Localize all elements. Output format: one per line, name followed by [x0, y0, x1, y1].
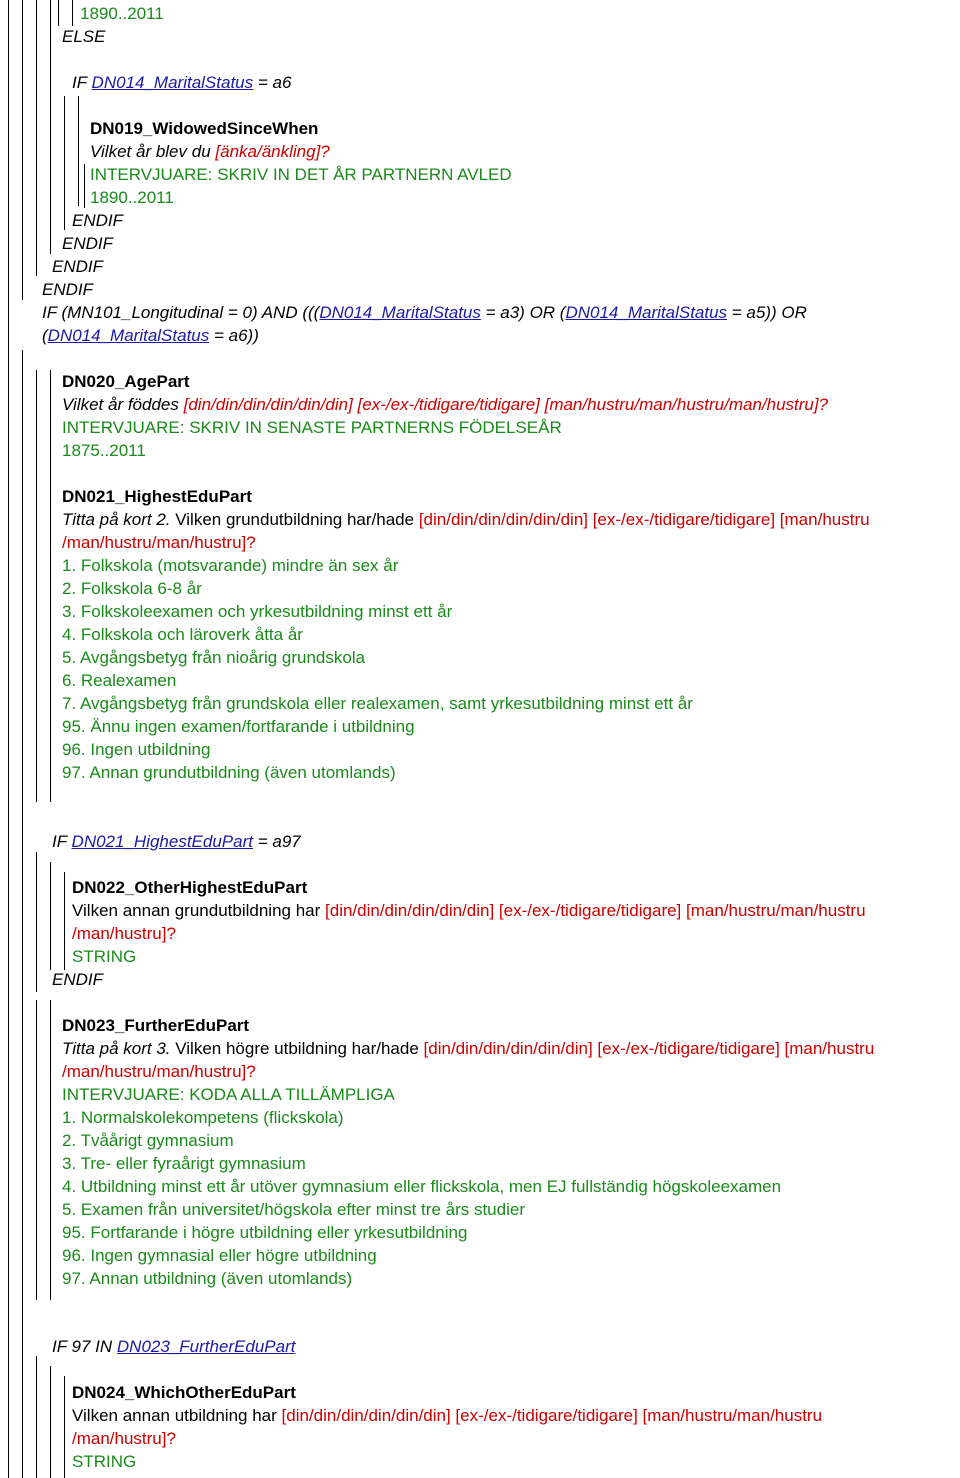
answer-option: 5. Avgångsbetyg från nioårig grundskola — [62, 648, 366, 667]
question-name: DN020_AgePart — [62, 372, 190, 391]
endif-keyword: ENDIF — [52, 257, 103, 276]
if-keyword: IF 97 IN — [52, 1337, 113, 1356]
indent-guide — [22, 350, 23, 1478]
endif-keyword: ENDIF — [42, 280, 93, 299]
indent-guide — [8, 0, 9, 1478]
indent-guide — [58, 0, 59, 26]
fill-text: [din/din/din/din/din/din] [ex-/ex-/tidigare/tidigare] [man/hustru/man/hustru — [325, 901, 866, 920]
if-keyword: IF — [72, 73, 87, 92]
answer-option: 2. Tvåårigt gymnasium — [62, 1131, 234, 1150]
answer-option: 3. Folkskoleexamen och yrkesutbildning minst ett år — [62, 602, 453, 621]
answer-option: 95. Ännu ingen examen/fortfarande i utbildning — [62, 717, 415, 736]
variable-link[interactable]: DN014_MaritalStatus — [47, 326, 210, 345]
indent-guide — [36, 0, 37, 276]
range-text: 1890..2011 — [90, 188, 174, 207]
question-text-plain: Vilken annan utbildning har — [72, 1406, 277, 1425]
question-name: DN024_WhichOtherEduPart — [72, 1383, 296, 1402]
fill-text: [din/din/din/din/din/din] [ex-/ex-/tidigare/tidigare] [man/hustru/man/hustru — [281, 1406, 823, 1425]
indent-guide — [72, 0, 73, 26]
if-keyword: IF — [52, 832, 67, 851]
variable-link[interactable]: DN023_FurtherEduPart — [116, 1337, 296, 1356]
condition-part: ( — [42, 326, 48, 345]
indent-guide — [84, 164, 85, 208]
answer-type: STRING — [72, 1452, 137, 1471]
if-condition — [52, 832, 301, 852]
question-text-plain: Vilken annan grundutbildning har — [72, 901, 321, 920]
indent-guide — [78, 96, 79, 206]
endif-keyword: ENDIF — [52, 970, 103, 989]
range-text: 1875..2011 — [62, 441, 146, 460]
endif-keyword: ENDIF — [62, 234, 113, 253]
else-keyword: ELSE — [62, 27, 106, 46]
variable-link[interactable]: DN014_MaritalStatus — [91, 73, 254, 92]
answer-option: 6. Realexamen — [62, 671, 177, 690]
answer-option: 7. Avgångsbetyg från grundskola eller realexamen, samt yrkesutbildning minst ett år — [62, 694, 693, 713]
question-text — [62, 510, 870, 530]
answer-option: 5. Examen från universitet/högskola efter minst tre års studier — [62, 1200, 525, 1219]
if-condition — [72, 73, 291, 93]
condition-part: = a5)) OR — [731, 303, 807, 322]
question-text — [72, 901, 866, 921]
question-text-plain: Vilket år blev du — [90, 142, 211, 161]
answer-option: 3. Tre- eller fyraårigt gymnasium — [62, 1154, 306, 1173]
variable-link[interactable]: DN014_MaritalStatus — [319, 303, 481, 322]
endif-keyword: ENDIF — [72, 211, 123, 230]
question-text — [62, 1039, 874, 1059]
indent-guide — [50, 1000, 51, 1300]
question-text-plain: Vilket år föddes — [62, 395, 179, 414]
answer-option: 96. Ingen utbildning — [62, 740, 211, 759]
indent-guide — [64, 96, 65, 230]
question-text-plain: Titta på kort 2. — [62, 510, 171, 529]
question-text-plain: Vilken högre utbildning har/hade — [175, 1039, 419, 1058]
indent-guide — [64, 1376, 65, 1478]
fill-text: [din/din/din/din/din/din] [ex-/ex-/tidigare/tidigare] [man/hustru — [418, 510, 870, 529]
question-name: DN021_HighestEduPart — [62, 487, 252, 506]
indent-guide — [22, 0, 23, 300]
variable-link[interactable]: DN021_HighestEduPart — [71, 832, 253, 851]
indent-guide — [36, 1000, 37, 1300]
answer-type: STRING — [72, 947, 137, 966]
question-text — [90, 142, 330, 162]
indent-guide — [50, 1366, 51, 1478]
if-condition-cont — [42, 326, 259, 346]
question-name: DN023_FurtherEduPart — [62, 1016, 250, 1035]
answer-option: 97. Annan utbildning (även utomlands) — [62, 1269, 353, 1288]
answer-option: 95. Fortfarande i högre utbildning eller yrkesutbildning — [62, 1223, 468, 1242]
fill-text: /man/hustru/man/hustru]? — [62, 1062, 256, 1081]
question-name: DN022_OtherHighestEduPart — [72, 878, 308, 897]
answer-option: 4. Folkskola och läroverk åtta år — [62, 625, 303, 644]
fill-text: /man/hustru]? — [72, 924, 176, 943]
question-text — [62, 395, 828, 415]
answer-option: 1. Normalskolekompetens (flickskola) — [62, 1108, 344, 1127]
interviewer-instruction: INTERVJUARE: SKRIV IN SENASTE PARTNERNS FÖDELSEÅR — [62, 418, 562, 437]
variable-link[interactable]: DN014_MaritalStatus — [565, 303, 728, 322]
condition-rest: = a6 — [257, 73, 292, 92]
indent-guide — [36, 852, 37, 992]
condition-part: IF (MN101_Longitudinal = 0) AND ((( — [42, 303, 320, 322]
fill-text: /man/hustru]? — [72, 1429, 176, 1448]
indent-guide — [36, 370, 37, 802]
interviewer-instruction: INTERVJUARE: KODA ALLA TILLÄMPLIGA — [62, 1085, 395, 1104]
indent-guide — [50, 862, 51, 970]
question-name: DN019_WidowedSinceWhen — [90, 119, 319, 138]
condition-rest: = a97 — [257, 832, 301, 851]
if-condition — [42, 303, 807, 323]
if-condition — [52, 1337, 295, 1357]
answer-option: 96. Ingen gymnasial eller högre utbildning — [62, 1246, 377, 1265]
answer-option: 4. Utbildning minst ett år utöver gymnasium eller flickskola, men EJ fullständig högskoleexamen — [62, 1177, 782, 1196]
question-text-plain: Vilken grundutbildning har/hade — [175, 510, 415, 529]
indent-guide — [36, 1356, 37, 1478]
question-text — [72, 1406, 822, 1426]
fill-text: [din/din/din/din/din/din] [ex-/ex-/tidigare/tidigare] [man/hustru/man/hustru/man/hustru]? — [183, 395, 829, 414]
condition-part: = a6)) — [213, 326, 259, 345]
fill-text: /man/hustru/man/hustru]? — [62, 533, 256, 552]
range-text: 1890..2011 — [80, 4, 164, 23]
interviewer-instruction: INTERVJUARE: SKRIV IN DET ÅR PARTNERN AVLED — [90, 165, 512, 184]
indent-guide — [50, 370, 51, 802]
fill-text: [din/din/din/din/din/din] [ex-/ex-/tidigare/tidigare] [man/hustru — [423, 1039, 875, 1058]
answer-option: 1. Folkskola (motsvarande) mindre än sex år — [62, 556, 399, 575]
answer-option: 97. Annan grundutbildning (även utomlands) — [62, 763, 396, 782]
answer-option: 2. Folkskola 6-8 år — [62, 579, 202, 598]
indent-guide — [50, 0, 51, 254]
indent-guide — [64, 872, 65, 970]
condition-part: = a3) OR ( — [485, 303, 566, 322]
fill-text: [änka/änkling]? — [215, 142, 330, 161]
question-text-plain: Titta på kort 3. — [62, 1039, 171, 1058]
